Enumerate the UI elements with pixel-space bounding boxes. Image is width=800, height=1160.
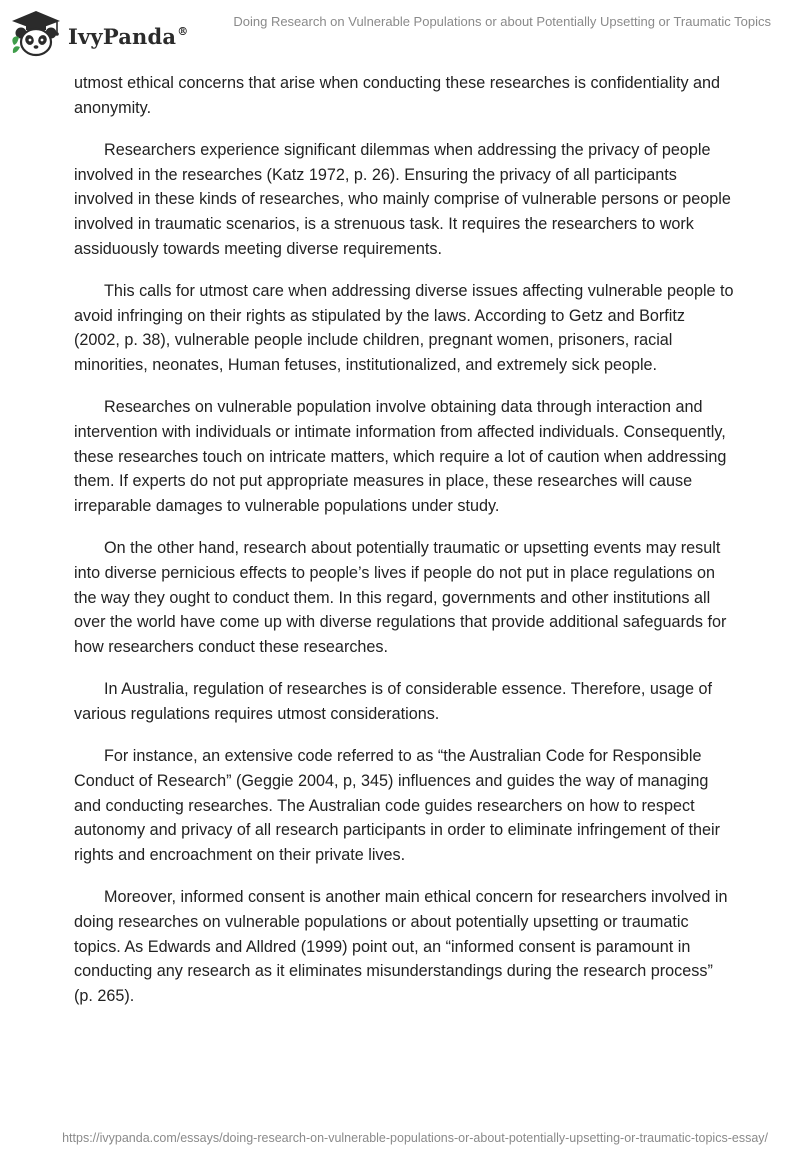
registered-mark: ® bbox=[177, 24, 189, 38]
paragraph: On the other hand, research about potentially traumatic or upsetting events may result into diverse pernicious effects to people’s lives if people do not put in place regulations on the way they ought to conduct them. In this regard, governments and other institutions all over the world have come up with diverse regulations that provide additional safeguards for how researchers conduct these researches. bbox=[74, 539, 727, 657]
paragraph: In Australia, regulation of researches is of considerable essence. Therefore, usage of various regulations requires utmost considerations. bbox=[74, 680, 712, 723]
paragraph: Moreover, informed consent is another main ethical concern for researchers involved in doing researches on vulnerable populations or about potentially upsetting or traumatic topics. As Edwards and Alldred (1999) point out, an “informed consent is paramount in conducting any research as it eliminates misunderstandings during the research process” (p. 265). bbox=[74, 888, 728, 1005]
paragraph: Researchers experience significant dilemmas when addressing the privacy of people involved in the researches (Katz 1972, p. 26). Ensuring the privacy of all participants involved in these kinds of researches, who mainly comprise of vulnerable persons or people involved in traumatic scenarios, is a strenuous task. It requires the researchers to work assiduously towards meeting diverse requirements. bbox=[74, 140, 731, 258]
panda-graduation-cap-icon bbox=[10, 9, 62, 59]
source-url-link[interactable]: https://ivypanda.com/essays/doing-research-on-vulnerable-populations-or-about-potentially-upsetting-or-traumatic-topics-essay/ bbox=[62, 1131, 768, 1145]
brand-logo[interactable] bbox=[10, 8, 210, 60]
paragraph: This calls for utmost care when addressing diverse issues affecting vulnerable people to avoid infringing on their rights as stipulated by the laws. According to Getz and Borfitz (2002, p. 38), vulnerable people include children, pregnant women, prisoners, racial minorities, neonates, Human fetuses, institutionalized, and extremely sick people. bbox=[74, 281, 734, 375]
paragraph: Researches on vulnerable population involve obtaining data through interaction and intervention with individuals or intimate information from affected individuals. Consequently, these researches touch on intricate matters, which require a lot of caution when addressing them. If experts do not put appropriate measures in place, these researches will cause irreparable damages to vulnerable populations under study. bbox=[74, 398, 727, 516]
brand-name: IvyPanda® bbox=[68, 23, 189, 49]
page-header bbox=[0, 0, 800, 62]
paragraph: utmost ethical concerns that arise when conducting these researches is confidentiality and anonymity. bbox=[74, 74, 721, 117]
essay-body bbox=[74, 71, 734, 1026]
document-title: Doing Research on Vulnerable Populations or about Potentially Upsetting or Traumatic Topics bbox=[233, 14, 771, 29]
paragraph: For instance, an extensive code referred to as “the Australian Code for Responsible Conduct of Research” (Geggie 2004, p, 345) influences and guides the way of managing and conducting researches. The Australian code guides researchers on how to respect autonomy and privacy of all research participants in order to eliminate infringement of their rights and encroachment on their private lives. bbox=[74, 747, 721, 864]
